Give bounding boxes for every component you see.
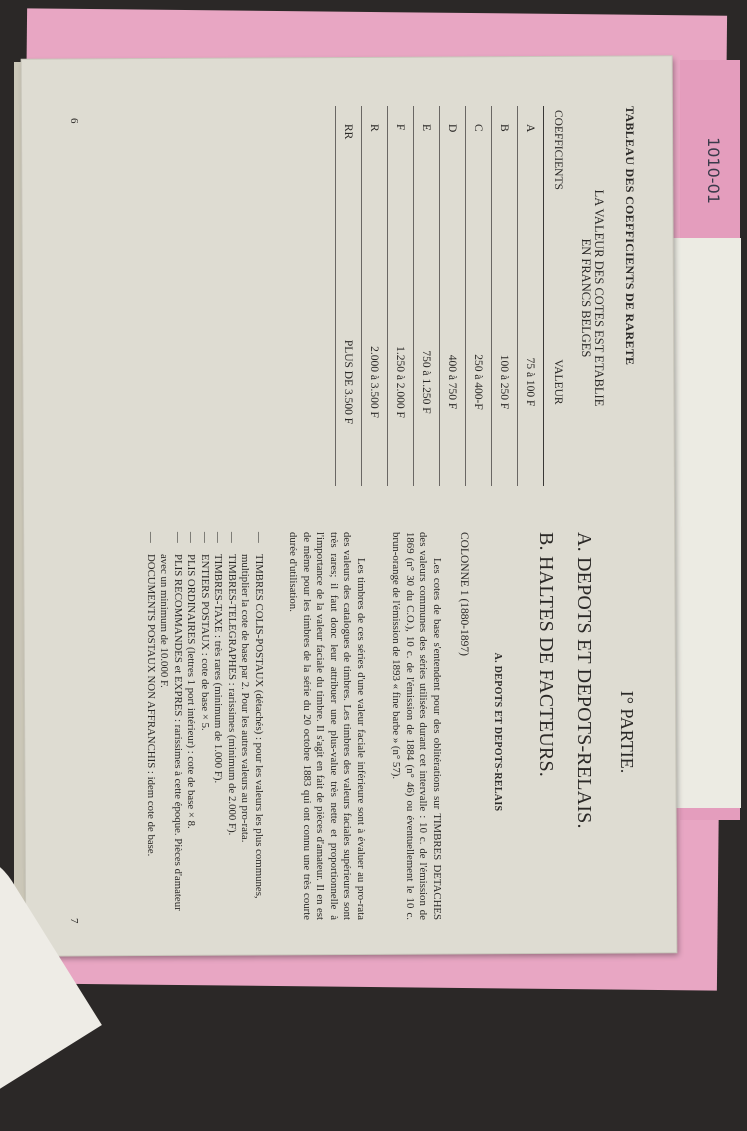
value-cell: 75 à 100 F — [518, 278, 544, 486]
partie-title: I° PARTIE. — [617, 690, 637, 774]
value-cell: 400 à 750 F — [440, 278, 466, 486]
heading-haltes: B. HALTES DE FACTEURS. — [535, 532, 557, 777]
value-cell: 1.250 à 2.000 F — [388, 278, 414, 486]
coef-cell: D — [440, 106, 466, 278]
table-row — [388, 106, 414, 486]
left-page — [55, 78, 665, 508]
list-item: — PLIS RECOMMANDES et EXPRES : rarissimes à cette époque. Pièces d'amateur avec un minimum de 10.000 F. — [157, 532, 184, 924]
value-cell: 250 à 400-F — [466, 278, 492, 486]
list-item: — TIMBRES-TAXE : très rares (minimum de 1.000 F). — [211, 532, 225, 924]
list-item: — TIMBRES COLIS-POSTAUX (détachés) : pour les valeurs les plus communes, multiplier la cote de base par 2. Pour les autres valeurs au pro-rata. — [238, 532, 265, 924]
handwritten-note-text: 1010-01 — [703, 136, 723, 204]
list-item: — TIMBRES-TELEGRAPHES : rarissimes (minimum de 2.000 F). — [225, 532, 239, 924]
heading-depots: A. DEPOTS ET DEPOTS-RELAIS. — [573, 532, 595, 829]
table-row — [440, 106, 466, 486]
table-row — [362, 106, 388, 486]
column-header-coefficients: COEFFICIENTS — [544, 106, 571, 278]
list-item: — ENTIERS POSTAUX : cote de base × 5. — [198, 532, 212, 924]
paragraph-timbres: Les timbres de ces séries d'une valeur faciale inférieure sont à évaluer au pro-rata des valeurs des catalogues de timbres. Les timbres des valeurs faciales supérieures sont très rares; il faut donc leur attribuer une plus-value très nette et proportionnelle à l'importance de la valeur faciale du timbre. Il s'agit en fait de pièces d'amateur. Il en est de même pour les timbres de la série du 20 octobre 1883 qui ont connu une très courte durée d'utilisation. — [287, 532, 367, 920]
coefficient-table — [335, 106, 570, 486]
table-title: TABLEAU DES COEFFICIENTS DE RARETE — [623, 106, 637, 366]
table-row — [336, 106, 362, 486]
value-cell: PLUS DE 3.500 F — [336, 278, 362, 486]
list-item: — DOCUMENTS POSTAUX NON AFFRANCHIS : idem cote de base. — [144, 532, 158, 924]
coef-cell: RR — [336, 106, 362, 278]
page-number-left: 6 — [68, 118, 80, 124]
value-cell: 2.000 à 3.500 F — [362, 278, 388, 486]
section-sub-heading: A. DEPOTS ET DEPOTS-RELAIS — [492, 652, 503, 812]
coef-cell: F — [388, 106, 414, 278]
table-row — [466, 106, 492, 486]
coef-cell: A — [518, 106, 544, 278]
coef-cell: E — [414, 106, 440, 278]
value-cell: 100 à 250 F — [492, 278, 518, 486]
table-row — [492, 106, 518, 486]
coef-cell: B — [492, 106, 518, 278]
table-subtitle-line1: LA VALEUR DES COTES EST ETABLIE — [592, 189, 606, 407]
column-header-valeur: VALEUR — [544, 278, 571, 486]
table-row — [414, 106, 440, 486]
handwritten-note — [688, 100, 738, 240]
table-header-row — [544, 106, 571, 486]
coef-cell: R — [362, 106, 388, 278]
right-page — [55, 518, 665, 946]
table-subtitle-line2: EN FRANCS BELGES — [579, 238, 593, 358]
table-row — [518, 106, 544, 486]
booklet-content-rotated — [55, 78, 665, 946]
coef-cell: C — [466, 106, 492, 278]
list-item: — PLIS ORDINAIRES (lettres 1 port intérieur) : cote de base × 8. — [184, 532, 198, 924]
bullet-list — [144, 532, 266, 924]
colonne-heading: COLONNE 1 (1880-1897) — [458, 532, 470, 656]
page-number-right: 7 — [68, 918, 80, 924]
table-subtitle — [579, 118, 605, 478]
paragraph-cotes-de-base: Les cotes de base s'entendent pour des oblitérations sur TIMBRES DETACHES des valeurs communes des séries utilisées durant cet intervalle : 10 c. de l'émission de 1869 (n° 30 du C.O.), 10 c. de l'émission de 1884 (n° 46) ou éventuellement le 10 c. brun-orange de l'émission de 1893 « fine barbe » (n° 57). — [390, 532, 443, 920]
value-cell: 750 à 1.250 F — [414, 278, 440, 486]
white-card — [672, 238, 741, 808]
